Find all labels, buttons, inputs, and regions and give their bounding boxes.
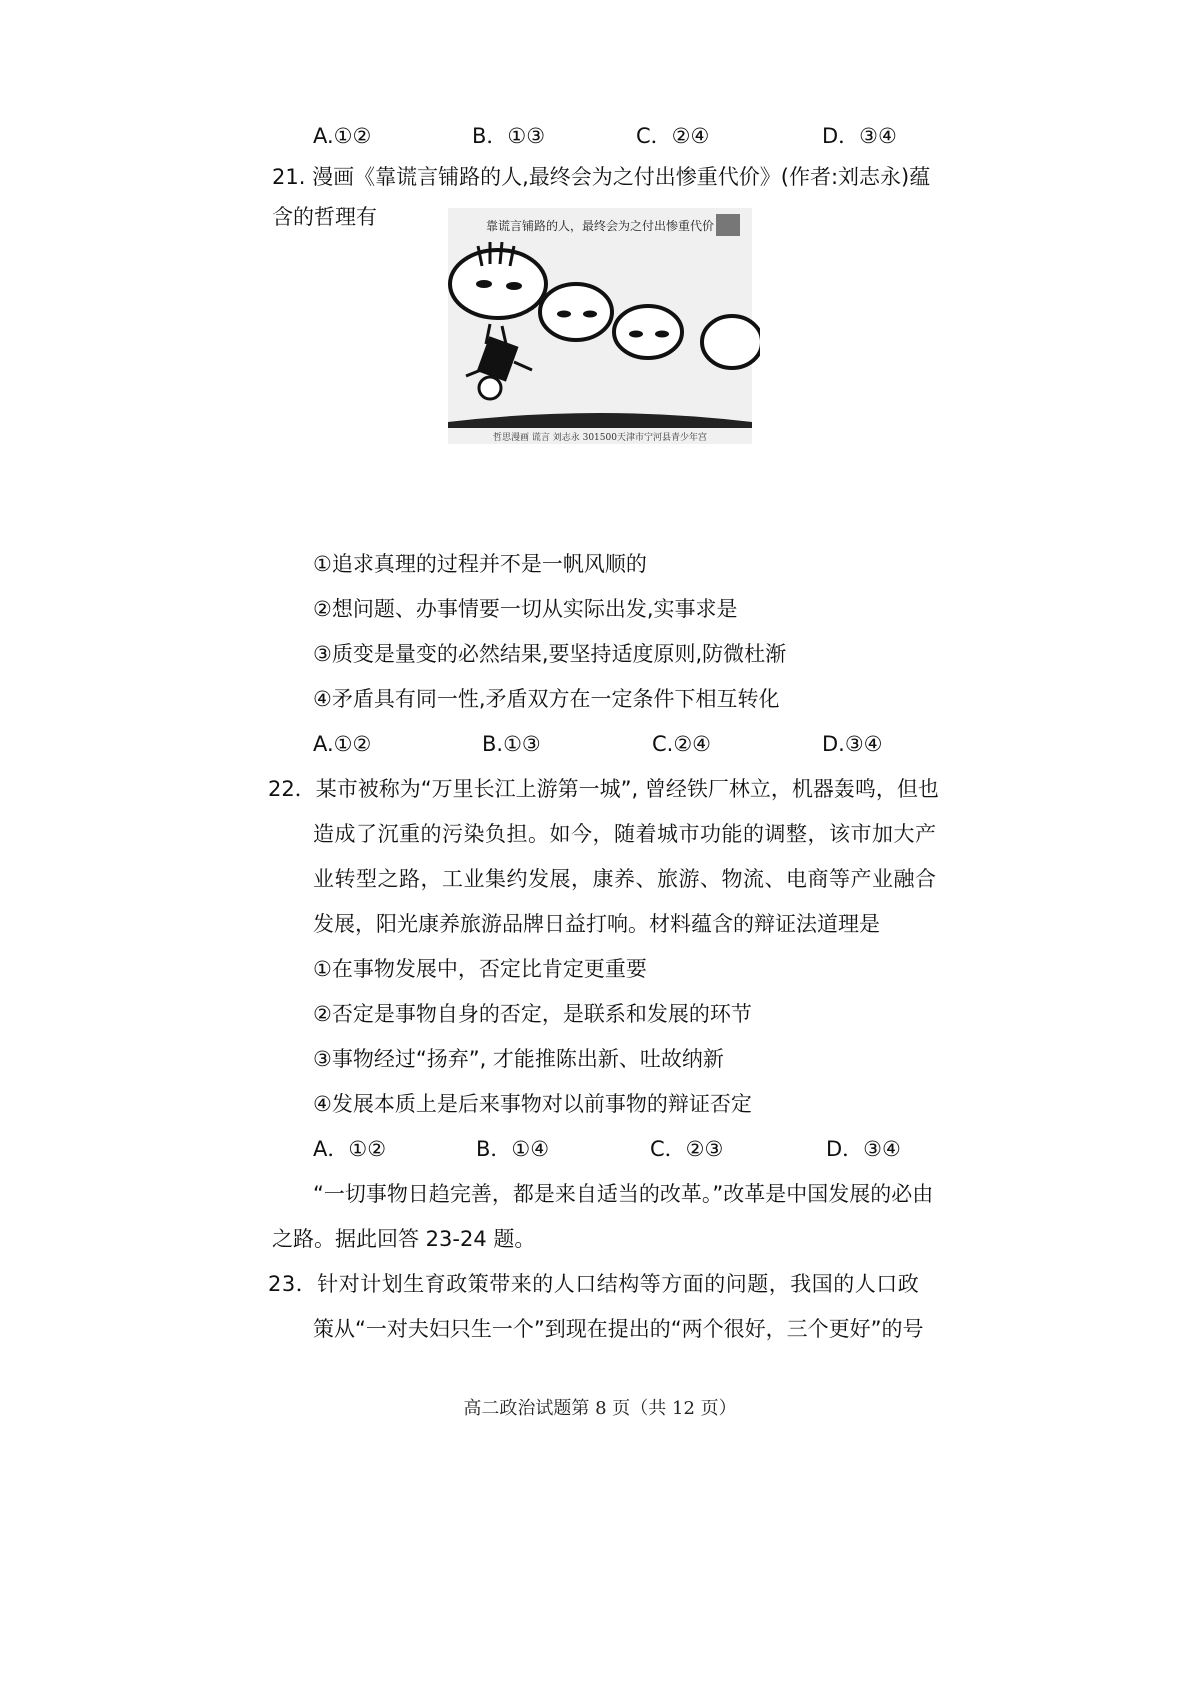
q21-option-c: C.②④ <box>652 732 711 756</box>
q22-stem-line3: 业转型之路，工业集约发展，康养、旅游、物流、电商等产业融合 <box>313 867 937 891</box>
q21-option-b: B.①③ <box>482 732 541 756</box>
q21-option-d: D.③④ <box>822 732 883 756</box>
q23-stem-line2: 策从“一对夫妇只生一个”到现在提出的“两个很好，三个更好”的号 <box>313 1317 924 1341</box>
q22-stem-line1: 22．某市被称为“万里长江上游第一城”, 曾经铁厂林立，机器轰鸣，但也 <box>268 777 939 801</box>
q22-stem-line2: 造成了沉重的污染负担。如今，随着城市功能的调整，该市加大产 <box>313 822 937 846</box>
q22-stem-line4: 发展，阳光康养旅游品牌日益打响。材料蕴含的辩证法道理是 <box>313 912 880 936</box>
cartoon-figure <box>440 208 760 444</box>
q20-option-c: C．②④ <box>636 124 710 148</box>
passage-line1: “一切事物日趋完善，都是来自适当的改革。”改革是中国发展的必由 <box>313 1182 934 1206</box>
q20-option-d: D．③④ <box>822 124 897 148</box>
q21-stem-line1: 21. 漫画《靠谎言铺路的人,最终会为之付出惨重代价》(作者:刘志永)蕴 <box>272 165 931 189</box>
q22-option-a: A．①② <box>313 1137 387 1161</box>
cartoon-caption: 哲思漫画 谎言 刘志永 301500天津市宁河县青少年宫 <box>493 433 707 443</box>
q21-option-a: A.①② <box>313 732 372 756</box>
cartoon-drawing <box>440 208 760 444</box>
q20-option-b: B．①③ <box>472 124 546 148</box>
q21-stem-line2: 含的哲理有 <box>272 205 377 229</box>
q22-option-c: C．②③ <box>650 1137 724 1161</box>
cartoon-title: 靠谎言铺路的人，最终会为之付出惨重代价 <box>485 219 715 233</box>
passage-line2: 之路。据此回答 23-24 题。 <box>272 1227 536 1251</box>
q22-option-d: D．③④ <box>826 1137 901 1161</box>
q20-option-a: A.①② <box>313 124 372 148</box>
page-footer: 高二政治试题第 8 页（共 12 页） <box>463 1398 737 1419</box>
q21-item-2: ②想问题、办事情要一切从实际出发,实事求是 <box>313 597 738 621</box>
q21-item-1: ①追求真理的过程并不是一帆风顺的 <box>313 552 647 576</box>
q22-item-1: ①在事物发展中，否定比肯定更重要 <box>313 957 647 981</box>
q22-option-b: B．①④ <box>476 1137 550 1161</box>
q22-item-3: ③事物经过“扬弃”, 才能推陈出新、吐故纳新 <box>313 1047 724 1071</box>
q21-item-4: ④矛盾具有同一性,矛盾双方在一定条件下相互转化 <box>313 687 780 711</box>
q22-item-4: ④发展本质上是后来事物对以前事物的辩证否定 <box>313 1092 752 1116</box>
q23-stem-line1: 23．针对计划生育政策带来的人口结构等方面的问题，我国的人口政 <box>268 1272 920 1296</box>
q21-item-3: ③质变是量变的必然结果,要坚持适度原则,防微杜渐 <box>313 642 787 666</box>
q22-item-2: ②否定是事物自身的否定，是联系和发展的环节 <box>313 1002 752 1026</box>
cartoon-seal-icon <box>716 214 740 236</box>
